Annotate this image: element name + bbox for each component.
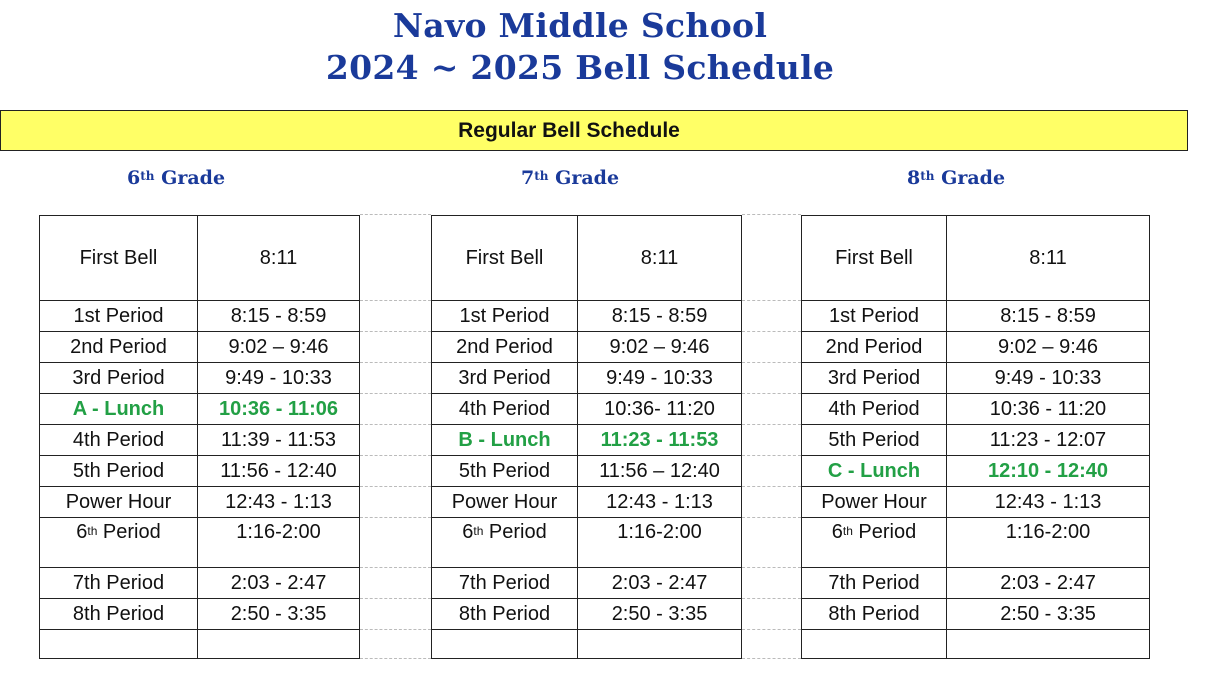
time-cell: 2:50 - 3:35 xyxy=(578,599,742,630)
table-row xyxy=(432,518,742,568)
blank-cell xyxy=(198,630,360,659)
blank-cell xyxy=(802,630,947,659)
time-cell: 11:56 - 12:40 xyxy=(198,456,360,487)
period-cell: 6th Period xyxy=(40,518,198,568)
period-cell: 2nd Period xyxy=(40,332,198,363)
table-row xyxy=(432,456,742,487)
table-row xyxy=(802,425,1150,456)
time-cell: 2:03 - 2:47 xyxy=(198,568,360,599)
time-cell: 8:15 - 8:59 xyxy=(947,301,1150,332)
blank-row xyxy=(40,630,360,659)
table-row xyxy=(802,332,1150,363)
period-cell: 1st Period xyxy=(432,301,578,332)
period-cell: 6th Period xyxy=(802,518,947,568)
gap-dashed-line xyxy=(360,658,431,659)
blank-row xyxy=(802,630,1150,659)
gap-dashed-line xyxy=(360,629,431,630)
table-row xyxy=(802,456,1150,487)
time-cell: 11:56 – 12:40 xyxy=(578,456,742,487)
period-cell: First Bell xyxy=(802,216,947,301)
time-cell: 8:15 - 8:59 xyxy=(198,301,360,332)
gap-dashed-line xyxy=(360,393,431,394)
time-cell: 9:02 – 9:46 xyxy=(578,332,742,363)
time-cell: 12:43 - 1:13 xyxy=(947,487,1150,518)
gap-dashed-line xyxy=(742,486,801,487)
period-cell: 2nd Period xyxy=(802,332,947,363)
blank-cell xyxy=(578,630,742,659)
gap-dashed-line xyxy=(742,567,801,568)
grade-7-heading: 7th Grade xyxy=(520,167,620,189)
table-row xyxy=(802,394,1150,425)
table-row xyxy=(40,599,360,630)
period-cell: 4th Period xyxy=(802,394,947,425)
period-cell: 6th Period xyxy=(432,518,578,568)
period-cell: C - Lunch xyxy=(802,456,947,487)
gap-dashed-line xyxy=(742,598,801,599)
table-row xyxy=(802,599,1150,630)
gap-dashed-line xyxy=(742,300,801,301)
time-cell: 8:11 xyxy=(198,216,360,301)
table-row xyxy=(432,568,742,599)
school-title: Navo Middle School xyxy=(392,6,768,45)
period-cell: Power Hour xyxy=(40,487,198,518)
table-row xyxy=(40,332,360,363)
blank-row xyxy=(432,630,742,659)
time-cell: 2:50 - 3:35 xyxy=(198,599,360,630)
period-cell: 7th Period xyxy=(40,568,198,599)
table-row xyxy=(802,216,1150,301)
gap-dashed-line xyxy=(360,486,431,487)
period-cell: 8th Period xyxy=(432,599,578,630)
period-cell: 8th Period xyxy=(40,599,198,630)
period-cell: Power Hour xyxy=(802,487,947,518)
period-cell: 3rd Period xyxy=(802,363,947,394)
gap-dashed-line xyxy=(742,517,801,518)
period-cell: 5th Period xyxy=(432,456,578,487)
table-row xyxy=(40,518,360,568)
blank-cell xyxy=(947,630,1150,659)
gap-dashed-line xyxy=(742,214,801,215)
period-cell: 7th Period xyxy=(802,568,947,599)
table-row xyxy=(432,301,742,332)
table-row xyxy=(802,518,1150,568)
table-row xyxy=(40,216,360,301)
time-cell: 11:39 - 11:53 xyxy=(198,425,360,456)
table-row xyxy=(432,216,742,301)
table-row xyxy=(40,568,360,599)
table-row xyxy=(802,363,1150,394)
table-row xyxy=(432,394,742,425)
period-cell: Power Hour xyxy=(432,487,578,518)
period-cell: 8th Period xyxy=(802,599,947,630)
time-cell: 9:49 - 10:33 xyxy=(198,363,360,394)
grade-8-heading: 8th Grade xyxy=(906,167,1006,189)
table-row xyxy=(802,487,1150,518)
schedule-year-title: 2024 ~ 2025 Bell Schedule xyxy=(325,48,835,87)
gap-dashed-line xyxy=(360,214,431,215)
regular-schedule-banner xyxy=(0,110,1188,151)
period-cell: First Bell xyxy=(432,216,578,301)
grade-6-heading: 6th Grade xyxy=(126,167,226,189)
time-cell: 10:36 - 11:06 xyxy=(198,394,360,425)
table-row xyxy=(40,487,360,518)
period-cell: 5th Period xyxy=(40,456,198,487)
table-row xyxy=(432,332,742,363)
time-cell: 1:16-2:00 xyxy=(947,518,1150,568)
period-cell: 3rd Period xyxy=(432,363,578,394)
gap-dashed-line xyxy=(360,331,431,332)
gap-dashed-line xyxy=(360,362,431,363)
period-cell: 1st Period xyxy=(40,301,198,332)
time-cell: 11:23 - 12:07 xyxy=(947,425,1150,456)
table-row xyxy=(432,425,742,456)
gap-dashed-line xyxy=(742,658,801,659)
time-cell: 1:16-2:00 xyxy=(198,518,360,568)
gap-dashed-line xyxy=(360,598,431,599)
table-row xyxy=(432,487,742,518)
banner-label: Regular Bell Schedule xyxy=(458,118,680,142)
period-cell: 7th Period xyxy=(432,568,578,599)
grade-6-schedule-table xyxy=(39,215,360,659)
table-row xyxy=(802,301,1150,332)
time-cell: 12:43 - 1:13 xyxy=(578,487,742,518)
time-cell: 9:02 – 9:46 xyxy=(198,332,360,363)
gap-dashed-line xyxy=(360,424,431,425)
time-cell: 2:03 - 2:47 xyxy=(578,568,742,599)
time-cell: 9:02 – 9:46 xyxy=(947,332,1150,363)
period-cell: 1st Period xyxy=(802,301,947,332)
table-row xyxy=(40,425,360,456)
table-row xyxy=(40,456,360,487)
time-cell: 8:11 xyxy=(578,216,742,301)
time-cell: 2:03 - 2:47 xyxy=(947,568,1150,599)
grade-8-schedule-table xyxy=(801,215,1150,659)
period-cell: First Bell xyxy=(40,216,198,301)
period-cell: B - Lunch xyxy=(432,425,578,456)
gap-dashed-line xyxy=(360,300,431,301)
table-row xyxy=(40,301,360,332)
period-cell: A - Lunch xyxy=(40,394,198,425)
gap-dashed-line xyxy=(360,517,431,518)
time-cell: 1:16-2:00 xyxy=(578,518,742,568)
time-cell: 10:36 - 11:20 xyxy=(947,394,1150,425)
blank-cell xyxy=(40,630,198,659)
gap-dashed-line xyxy=(742,362,801,363)
time-cell: 9:49 - 10:33 xyxy=(578,363,742,394)
table-row xyxy=(40,363,360,394)
time-cell: 9:49 - 10:33 xyxy=(947,363,1150,394)
gap-dashed-line xyxy=(360,567,431,568)
gap-dashed-line xyxy=(742,629,801,630)
time-cell: 2:50 - 3:35 xyxy=(947,599,1150,630)
grade-7-schedule-table xyxy=(431,215,742,659)
gap-dashed-line xyxy=(742,424,801,425)
period-cell: 3rd Period xyxy=(40,363,198,394)
time-cell: 8:15 - 8:59 xyxy=(578,301,742,332)
period-cell: 4th Period xyxy=(432,394,578,425)
gap-dashed-line xyxy=(360,455,431,456)
table-row xyxy=(802,568,1150,599)
time-cell: 12:10 - 12:40 xyxy=(947,456,1150,487)
table-row xyxy=(432,363,742,394)
period-cell: 2nd Period xyxy=(432,332,578,363)
time-cell: 10:36- 11:20 xyxy=(578,394,742,425)
time-cell: 8:11 xyxy=(947,216,1150,301)
period-cell: 4th Period xyxy=(40,425,198,456)
gap-dashed-line xyxy=(742,393,801,394)
period-cell: 5th Period xyxy=(802,425,947,456)
blank-cell xyxy=(432,630,578,659)
table-row xyxy=(432,599,742,630)
time-cell: 11:23 - 11:53 xyxy=(578,425,742,456)
gap-dashed-line xyxy=(742,455,801,456)
time-cell: 12:43 - 1:13 xyxy=(198,487,360,518)
gap-dashed-line xyxy=(742,331,801,332)
table-row xyxy=(40,394,360,425)
